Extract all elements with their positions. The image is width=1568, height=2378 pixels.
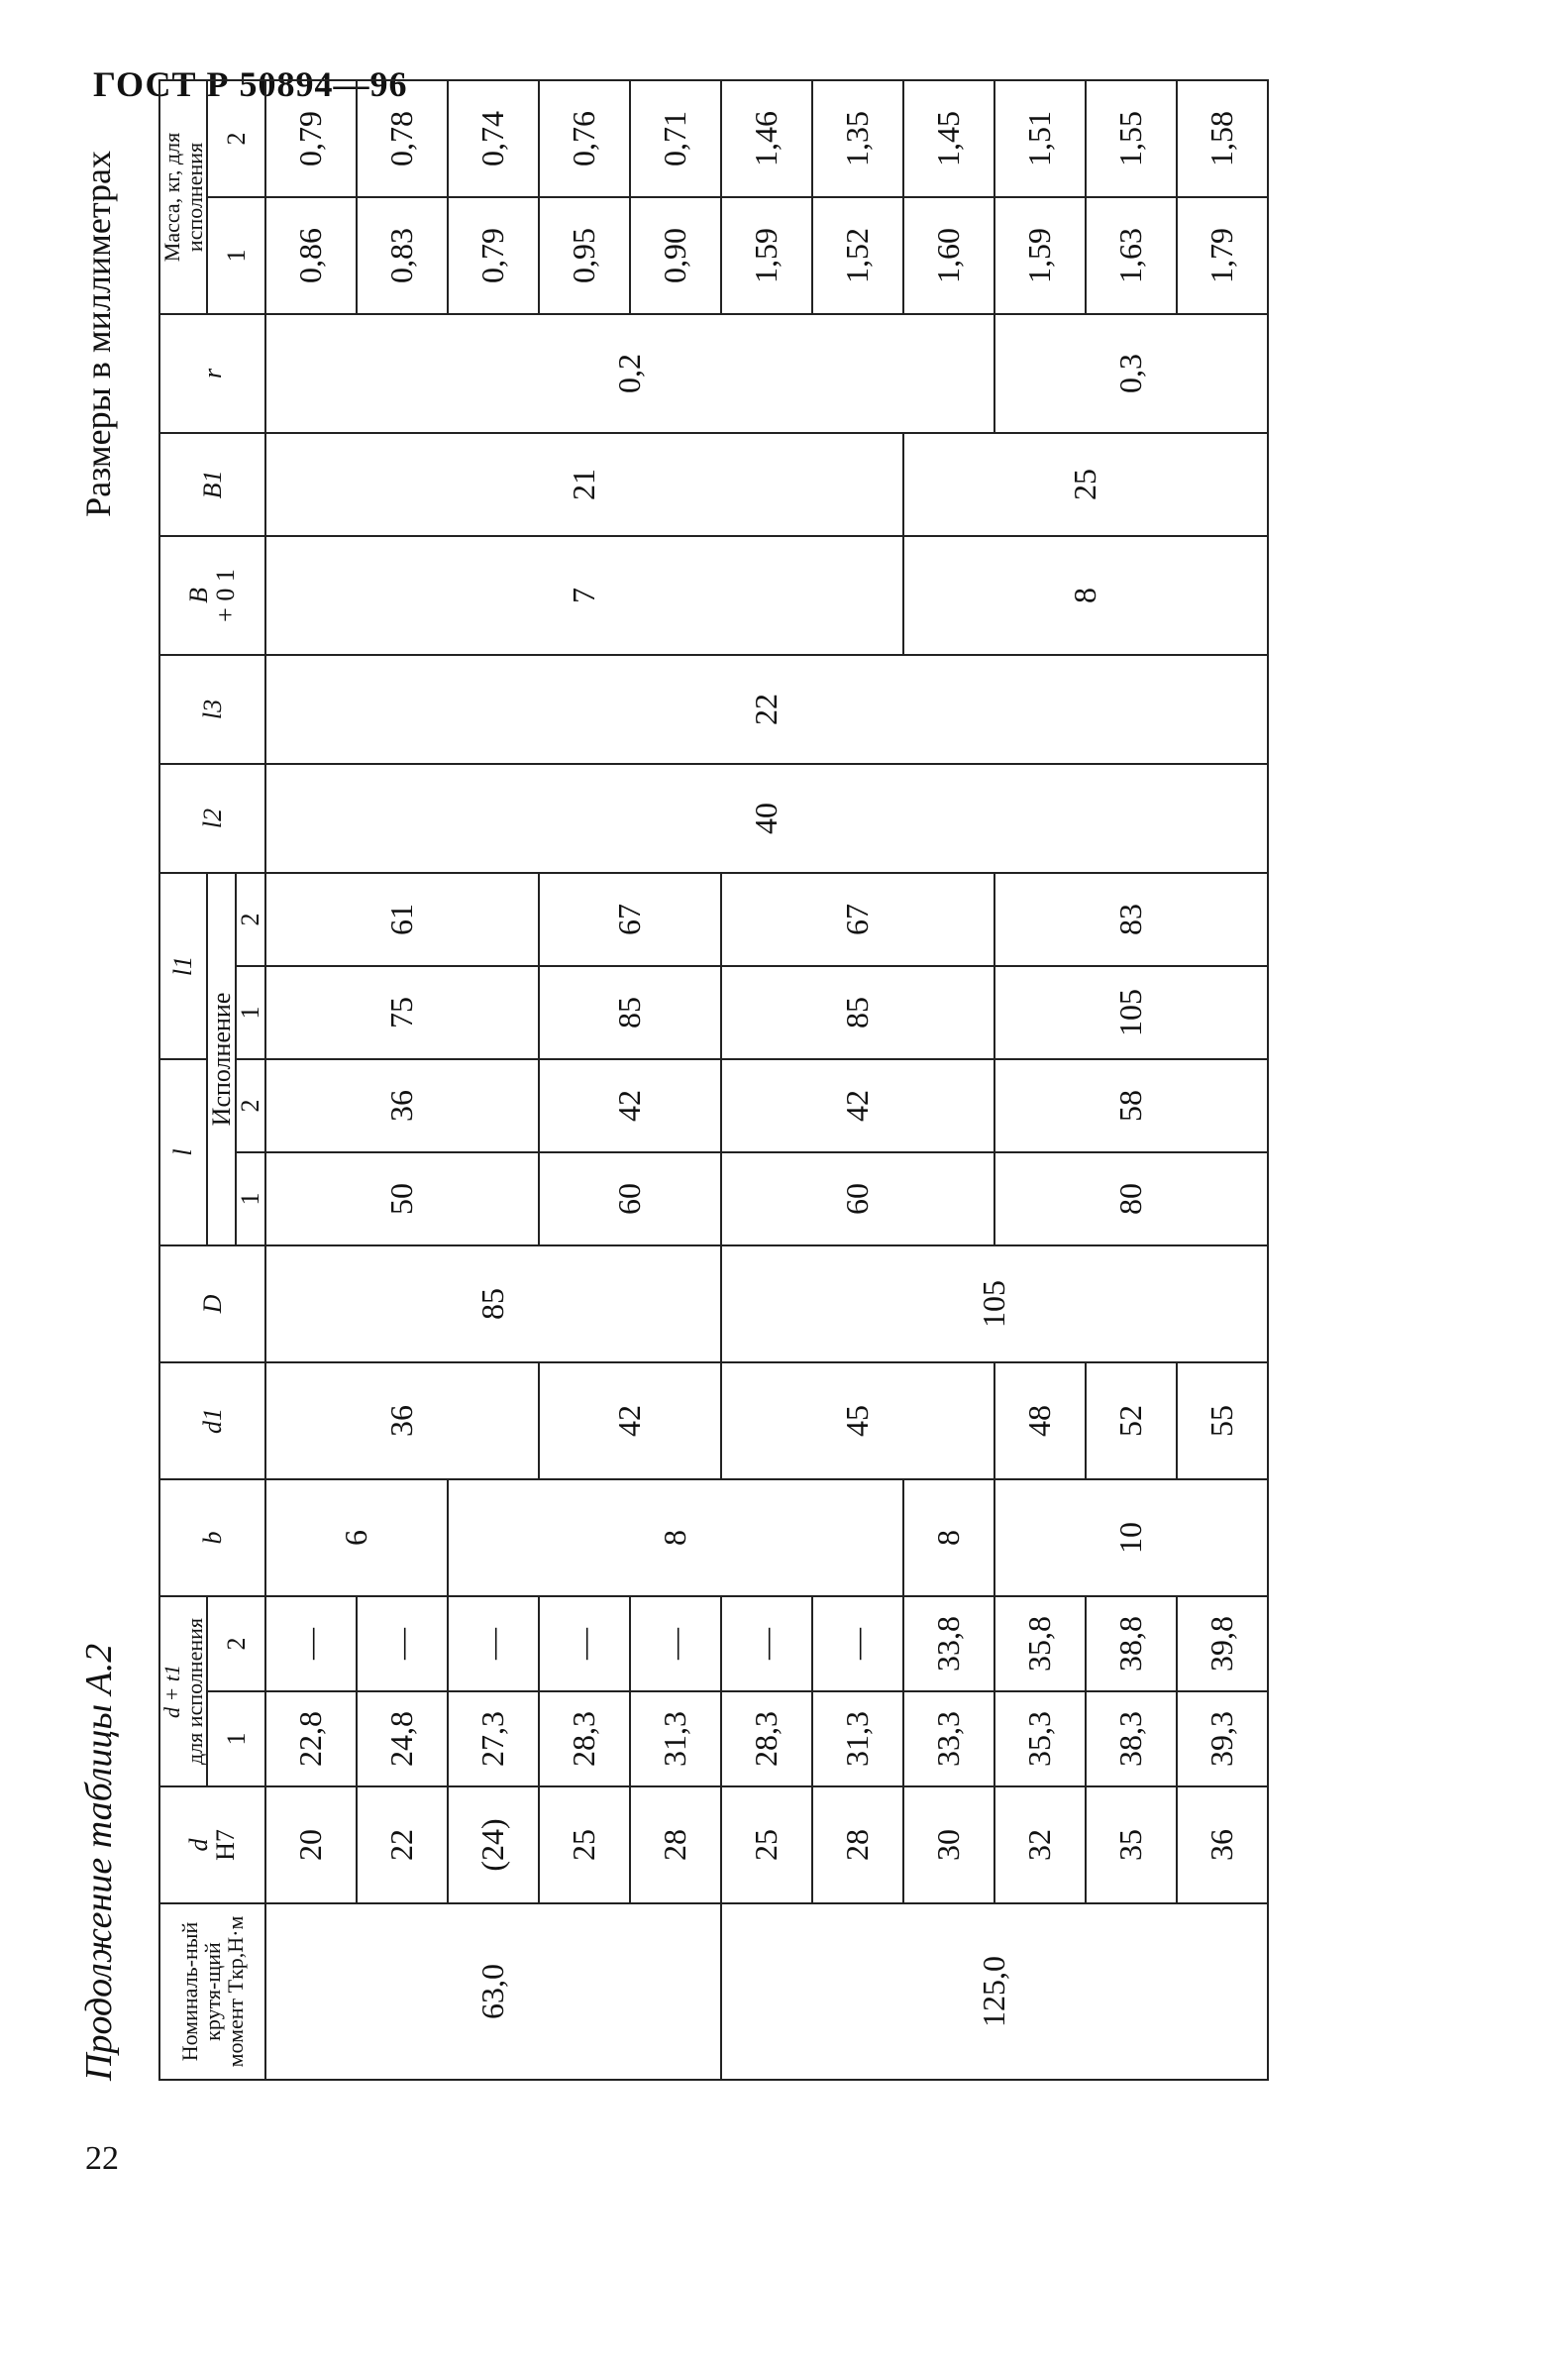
dt1-v1-cell: 28,3 bbox=[539, 1691, 630, 1786]
rotated-table-block bbox=[77, 110, 1523, 2081]
mass-v1-cell: 0,83 bbox=[357, 197, 448, 314]
col-mass-v1: 1 bbox=[207, 197, 265, 314]
mass-v2-cell: 0,71 bbox=[630, 80, 721, 197]
d-cell: 36 bbox=[1177, 1786, 1268, 1903]
dt1-v2-cell: 33,8 bbox=[903, 1596, 994, 1691]
l1-v1-cell: 75 bbox=[265, 966, 539, 1059]
mass-v1-cell: 0,79 bbox=[448, 197, 539, 314]
page-number: 22 bbox=[85, 2140, 119, 2177]
dt1-v2-cell: — bbox=[448, 1596, 539, 1691]
mass-v1-cell: 1,60 bbox=[903, 197, 994, 314]
mass-v2-cell: 1,51 bbox=[994, 80, 1086, 197]
dt1-v2-cell: — bbox=[630, 1596, 721, 1691]
mass-v2-cell: 1,46 bbox=[721, 80, 812, 197]
l-v2-cell: 58 bbox=[994, 1059, 1268, 1152]
dt1-v2-cell: 35,8 bbox=[994, 1596, 1086, 1691]
mass-v2-cell: 1,35 bbox=[812, 80, 903, 197]
mass-v1-cell: 1,79 bbox=[1177, 197, 1268, 314]
d1-cell: 42 bbox=[539, 1362, 721, 1479]
l1-v2-cell: 83 bbox=[994, 873, 1268, 966]
col-l-v2: 2 bbox=[236, 1059, 264, 1152]
mass-v2-cell: 0,74 bbox=[448, 80, 539, 197]
mass-v1-cell: 1,52 bbox=[812, 197, 903, 314]
mass-v1-cell: 1,59 bbox=[721, 197, 812, 314]
dt1-v1-cell: 31,3 bbox=[630, 1691, 721, 1786]
B-cell: 7 bbox=[265, 536, 903, 655]
d-cell: 28 bbox=[630, 1786, 721, 1903]
r-cell: 0,2 bbox=[265, 314, 994, 433]
col-l1-v1: 1 bbox=[236, 966, 264, 1059]
dt1-v1-cell: 24,8 bbox=[357, 1691, 448, 1786]
l-v1-cell: 80 bbox=[994, 1152, 1268, 1245]
mass-v1-cell: 0,86 bbox=[265, 197, 357, 314]
dt1-v1-cell: 27,3 bbox=[448, 1691, 539, 1786]
col-d1: d1 bbox=[159, 1362, 265, 1479]
d-cell: 25 bbox=[721, 1786, 812, 1903]
col-b: b bbox=[159, 1479, 265, 1596]
l2-cell: 40 bbox=[265, 764, 1268, 873]
dt1-v2-cell: — bbox=[357, 1596, 448, 1691]
d-cell: 28 bbox=[812, 1786, 903, 1903]
dt1-v1-cell: 31,3 bbox=[812, 1691, 903, 1786]
header-row-1 bbox=[159, 80, 207, 2080]
b-cell: 8 bbox=[448, 1479, 903, 1596]
col-dt1-v1: 1 bbox=[207, 1691, 265, 1786]
table-caption: Продолжение таблицы А.2 bbox=[78, 1643, 120, 2081]
mass-v1-cell: 0,90 bbox=[630, 197, 721, 314]
col-dt1-v2: 2 bbox=[207, 1596, 265, 1691]
col-l1-v2: 2 bbox=[236, 873, 264, 966]
d1-cell: 45 bbox=[721, 1362, 994, 1479]
dt1-v2-cell: — bbox=[812, 1596, 903, 1691]
col-l3: l3 bbox=[159, 655, 265, 764]
mass-v2-cell: 0,79 bbox=[265, 80, 357, 197]
col-d: d H7 bbox=[159, 1786, 265, 1903]
d1-cell: 55 bbox=[1177, 1362, 1268, 1479]
d-cell: 20 bbox=[265, 1786, 357, 1903]
mass-v2-cell: 0,76 bbox=[539, 80, 630, 197]
B1-cell: 21 bbox=[265, 433, 903, 536]
l-v2-cell: 42 bbox=[721, 1059, 994, 1152]
mass-v2-cell: 1,45 bbox=[903, 80, 994, 197]
l1-v1-cell: 85 bbox=[721, 966, 994, 1059]
torque-cell: 125,0 bbox=[721, 1903, 1268, 2080]
col-B: B + 0 1 bbox=[159, 536, 265, 655]
table-row bbox=[994, 80, 1086, 2080]
mass-v2-cell: 0,78 bbox=[357, 80, 448, 197]
mass-v1-cell: 0,95 bbox=[539, 197, 630, 314]
mass-v1-cell: 1,63 bbox=[1086, 197, 1177, 314]
l-v2-cell: 42 bbox=[539, 1059, 721, 1152]
col-dt1: d + t1 для исполнения bbox=[159, 1596, 207, 1786]
d1-cell: 36 bbox=[265, 1362, 539, 1479]
mass-v2-cell: 1,55 bbox=[1086, 80, 1177, 197]
D-cell: 105 bbox=[721, 1245, 1268, 1362]
document-header: ГОСТ Р 50894—96 bbox=[93, 64, 408, 104]
torque-cell: 63,0 bbox=[265, 1903, 721, 2080]
l1-v1-cell: 105 bbox=[994, 966, 1268, 1059]
D-cell: 85 bbox=[265, 1245, 721, 1362]
dt1-v1-cell: 35,3 bbox=[994, 1691, 1086, 1786]
b-cell: 6 bbox=[265, 1479, 448, 1596]
d-cell: 25 bbox=[539, 1786, 630, 1903]
col-torque: Номиналь-ный крутя-щий момент Tкр,Н·м bbox=[159, 1903, 265, 2080]
dt1-v2-cell: — bbox=[721, 1596, 812, 1691]
dt1-v1-cell: 38,3 bbox=[1086, 1691, 1177, 1786]
col-l2: l2 bbox=[159, 764, 265, 873]
dt1-v2-cell: 38,8 bbox=[1086, 1596, 1177, 1691]
col-mass-v2: 2 bbox=[207, 80, 265, 197]
B1-cell: 25 bbox=[903, 433, 1268, 536]
l-v2-cell: 36 bbox=[265, 1059, 539, 1152]
dt1-v1-cell: 39,3 bbox=[1177, 1691, 1268, 1786]
d-cell: 32 bbox=[994, 1786, 1086, 1903]
l3-cell: 22 bbox=[265, 655, 1268, 764]
col-ispolnenie: Исполнение bbox=[207, 873, 236, 1245]
col-l-v1: 1 bbox=[236, 1152, 264, 1245]
col-l: l bbox=[159, 1059, 207, 1245]
d-cell: (24) bbox=[448, 1786, 539, 1903]
dt1-v1-cell: 28,3 bbox=[721, 1691, 812, 1786]
d-cell: 35 bbox=[1086, 1786, 1177, 1903]
col-r: r bbox=[159, 314, 265, 433]
l-v1-cell: 60 bbox=[539, 1152, 721, 1245]
B-cell: 8 bbox=[903, 536, 1268, 655]
l1-v2-cell: 61 bbox=[265, 873, 539, 966]
dt1-v1-cell: 22,8 bbox=[265, 1691, 357, 1786]
dt1-v1-cell: 33,3 bbox=[903, 1691, 994, 1786]
mass-v1-cell: 1,59 bbox=[994, 197, 1086, 314]
units-note: Размеры в миллиметрах bbox=[78, 151, 118, 517]
col-D: D bbox=[159, 1245, 265, 1362]
l-v1-cell: 50 bbox=[265, 1152, 539, 1245]
col-B1: B1 bbox=[159, 433, 265, 536]
r-cell: 0,3 bbox=[994, 314, 1268, 433]
mass-v2-cell: 1,58 bbox=[1177, 80, 1268, 197]
b-cell: 8 bbox=[903, 1479, 994, 1596]
d-cell: 22 bbox=[357, 1786, 448, 1903]
l1-v2-cell: 67 bbox=[539, 873, 721, 966]
b-cell: 10 bbox=[994, 1479, 1268, 1596]
d-cell: 30 bbox=[903, 1786, 994, 1903]
l1-v1-cell: 85 bbox=[539, 966, 721, 1059]
d1-cell: 48 bbox=[994, 1362, 1086, 1479]
dt1-v2-cell: — bbox=[539, 1596, 630, 1691]
dt1-v2-cell: 39,8 bbox=[1177, 1596, 1268, 1691]
l1-v2-cell: 67 bbox=[721, 873, 994, 966]
dt1-v2-cell: — bbox=[265, 1596, 357, 1691]
d1-cell: 52 bbox=[1086, 1362, 1177, 1479]
col-l1: l1 bbox=[159, 873, 207, 1059]
col-mass: Масса, кг, для исполнения bbox=[159, 80, 207, 314]
l-v1-cell: 60 bbox=[721, 1152, 994, 1245]
table-row bbox=[265, 80, 357, 2080]
dimensions-table bbox=[158, 79, 1269, 2081]
